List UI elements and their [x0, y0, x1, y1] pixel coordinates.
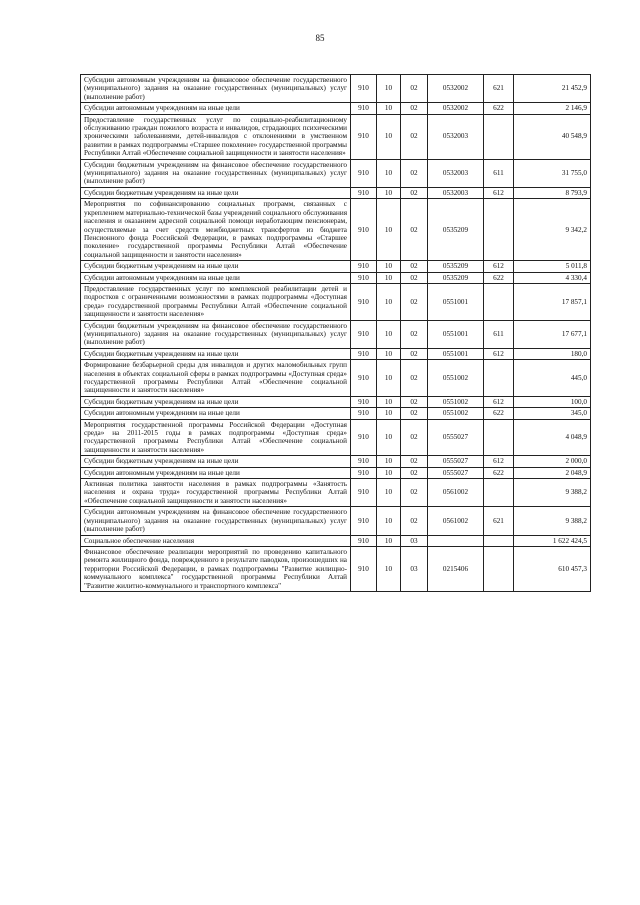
grbs-code: 910 — [351, 535, 377, 546]
subsection-code: 02 — [401, 479, 428, 507]
target-article-code: 0555027 — [428, 456, 484, 467]
subsection-code: 02 — [401, 360, 428, 397]
table-row — [81, 408, 591, 419]
grbs-code: 910 — [351, 546, 377, 591]
section-code: 10 — [377, 272, 401, 283]
amount: 9 388,2 — [514, 479, 591, 507]
amount: 17 677,1 — [514, 320, 591, 348]
budget-table-body — [81, 75, 591, 592]
grbs-code: 910 — [351, 114, 377, 159]
row-description: Субсидии автономным учреждениям на финансовое обеспечение государственного (муниципального) задания на оказание государственных (муниципальных) услуг (выполнение работ) — [81, 75, 351, 103]
subsection-code: 03 — [401, 546, 428, 591]
target-article-code: 0551002 — [428, 360, 484, 397]
subsection-code: 02 — [401, 467, 428, 478]
target-article-code: 0561002 — [428, 479, 484, 507]
table-row — [81, 535, 591, 546]
row-description: Субсидии автономным учреждениям на иные цели — [81, 467, 351, 478]
amount: 5 011,8 — [514, 261, 591, 272]
grbs-code: 910 — [351, 103, 377, 114]
expense-type-code: 612 — [484, 348, 514, 359]
target-article-code: 0532002 — [428, 103, 484, 114]
table-row — [81, 507, 591, 535]
subsection-code: 02 — [401, 507, 428, 535]
table-row — [81, 261, 591, 272]
expense-type-code — [484, 199, 514, 261]
target-article-code: 0535209 — [428, 199, 484, 261]
grbs-code: 910 — [351, 272, 377, 283]
table-row — [81, 348, 591, 359]
section-code: 10 — [377, 320, 401, 348]
subsection-code: 02 — [401, 396, 428, 407]
amount: 2 048,9 — [514, 467, 591, 478]
amount: 40 548,9 — [514, 114, 591, 159]
section-code: 10 — [377, 408, 401, 419]
section-code: 10 — [377, 348, 401, 359]
table-row — [81, 159, 591, 187]
row-description: Субсидии бюджетным учреждениям на иные цели — [81, 187, 351, 198]
subsection-code: 02 — [401, 419, 428, 456]
amount: 610 457,3 — [514, 546, 591, 591]
subsection-code: 02 — [401, 272, 428, 283]
row-description: Субсидии бюджетным учреждениям на финансовое обеспечение государственного (муниципального) задания на оказание государственных (муниципальных) услуг (выполнение работ) — [81, 320, 351, 348]
target-article-code: 0561002 — [428, 507, 484, 535]
table-row — [81, 103, 591, 114]
row-description: Мероприятия государственной программы Российской Федерации «Доступная среда» на 2011-2015 годы в рамках подпрограммы «Доступная среда» государственной программы Республики Алтай «Обеспечение социальной защищенности и занятости населения» — [81, 419, 351, 456]
expense-type-code: 612 — [484, 187, 514, 198]
row-description: Предоставление государственных услуг по комплексной реабилитации детей и подростков с ограниченными возможностями в рамках подпрограммы «Доступная среда» государственной программы Республики Алтай «Обеспечение социальной защищенности и занятости населения» — [81, 283, 351, 320]
amount: 8 793,9 — [514, 187, 591, 198]
expense-type-code: 622 — [484, 408, 514, 419]
subsection-code: 02 — [401, 348, 428, 359]
grbs-code: 910 — [351, 456, 377, 467]
target-article-code: 0551001 — [428, 348, 484, 359]
grbs-code: 910 — [351, 320, 377, 348]
subsection-code: 02 — [401, 187, 428, 198]
expense-type-code: 611 — [484, 159, 514, 187]
target-article-code — [428, 535, 484, 546]
section-code: 10 — [377, 114, 401, 159]
target-article-code: 0535209 — [428, 272, 484, 283]
expense-type-code — [484, 546, 514, 591]
subsection-code: 02 — [401, 103, 428, 114]
table-row — [81, 283, 591, 320]
section-code: 10 — [377, 283, 401, 320]
target-article-code: 0555027 — [428, 419, 484, 456]
table-row — [81, 75, 591, 103]
grbs-code: 910 — [351, 479, 377, 507]
amount: 21 452,9 — [514, 75, 591, 103]
table-row — [81, 546, 591, 591]
grbs-code: 910 — [351, 187, 377, 198]
row-description: Финансовое обеспечение реализации мероприятий по проведению капитального ремонта жилищного фонда, поврежденного в результате паводков, произошедших на территории Российской Федерации, в рамках подпрограммы "Развитие жилищно-коммунального комплекса" государственной программы Республики Алтай "Развитие жилитно-коммунального и транспортного комплекса" — [81, 546, 351, 591]
expense-type-code: 622 — [484, 103, 514, 114]
expense-type-code: 612 — [484, 396, 514, 407]
section-code: 10 — [377, 75, 401, 103]
grbs-code: 910 — [351, 408, 377, 419]
table-row — [81, 396, 591, 407]
table-row — [81, 456, 591, 467]
table-row — [81, 479, 591, 507]
amount: 31 755,0 — [514, 159, 591, 187]
section-code: 10 — [377, 507, 401, 535]
expense-type-code: 612 — [484, 456, 514, 467]
amount: 180,0 — [514, 348, 591, 359]
expense-type-code — [484, 535, 514, 546]
section-code: 10 — [377, 546, 401, 591]
expense-type-code: 622 — [484, 272, 514, 283]
target-article-code: 0532002 — [428, 75, 484, 103]
subsection-code: 02 — [401, 320, 428, 348]
subsection-code: 02 — [401, 261, 428, 272]
section-code: 10 — [377, 103, 401, 114]
table-row — [81, 272, 591, 283]
target-article-code: 0532003 — [428, 187, 484, 198]
expense-type-code: 611 — [484, 320, 514, 348]
section-code: 10 — [377, 261, 401, 272]
grbs-code: 910 — [351, 159, 377, 187]
row-description: Предоставление государственных услуг по социально-реабилитационному обслуживанию граждан пожилого возраста и инвалидов, страдающих психическими хроническими заболеваниями, детей-инвалидов с отклонениями в умственном развитии в рамках подпрограммы «Старшее поколение» государственной программы Республики Алтай «Обеспечение социальной защищенности и занятости населения» — [81, 114, 351, 159]
subsection-code: 02 — [401, 283, 428, 320]
target-article-code: 0555027 — [428, 467, 484, 478]
expense-type-code: 621 — [484, 507, 514, 535]
row-description: Субсидии бюджетным учреждениям на иные цели — [81, 396, 351, 407]
amount: 2 146,9 — [514, 103, 591, 114]
row-description: Субсидии автономным учреждениям на иные цели — [81, 272, 351, 283]
row-description: Субсидии автономным учреждениям на иные цели — [81, 103, 351, 114]
row-description: Активная политика занятости населения в рамках подпрограммы «Занятость населения и охрана труда» государственной программы Республики Алтай «Обеспечение социальной защищенности и занятости населения» — [81, 479, 351, 507]
subsection-code: 02 — [401, 114, 428, 159]
target-article-code: 0535209 — [428, 261, 484, 272]
target-article-code: 0215406 — [428, 546, 484, 591]
table-row — [81, 419, 591, 456]
row-description: Социальное обеспечение населения — [81, 535, 351, 546]
grbs-code: 910 — [351, 396, 377, 407]
table-row — [81, 320, 591, 348]
expense-type-code: 612 — [484, 261, 514, 272]
expense-type-code — [484, 419, 514, 456]
section-code: 10 — [377, 360, 401, 397]
amount: 445,0 — [514, 360, 591, 397]
section-code: 10 — [377, 535, 401, 546]
amount: 100,0 — [514, 396, 591, 407]
target-article-code: 0551002 — [428, 408, 484, 419]
row-description: Субсидии автономным учреждениям на финансовое обеспечение государственного (муниципального) задания на оказание государственных (муниципальных) услуг (выполнение работ) — [81, 507, 351, 535]
table-row — [81, 467, 591, 478]
expense-type-code — [484, 479, 514, 507]
row-description: Субсидии бюджетным учреждениям на иные цели — [81, 261, 351, 272]
table-row — [81, 187, 591, 198]
table-row — [81, 114, 591, 159]
expense-type-code — [484, 283, 514, 320]
section-code: 10 — [377, 159, 401, 187]
subsection-code: 02 — [401, 75, 428, 103]
row-description: Субсидии автономным учреждениям на иные цели — [81, 408, 351, 419]
table-row — [81, 360, 591, 397]
target-article-code: 0532003 — [428, 159, 484, 187]
amount: 1 622 424,5 — [514, 535, 591, 546]
page-number: 85 — [315, 33, 325, 43]
amount: 9 342,2 — [514, 199, 591, 261]
grbs-code: 910 — [351, 348, 377, 359]
section-code: 10 — [377, 419, 401, 456]
section-code: 10 — [377, 199, 401, 261]
target-article-code: 0551002 — [428, 396, 484, 407]
section-code: 10 — [377, 187, 401, 198]
subsection-code: 02 — [401, 408, 428, 419]
expense-type-code — [484, 360, 514, 397]
grbs-code: 910 — [351, 261, 377, 272]
grbs-code: 910 — [351, 283, 377, 320]
target-article-code: 0551001 — [428, 283, 484, 320]
subsection-code: 02 — [401, 456, 428, 467]
section-code: 10 — [377, 467, 401, 478]
grbs-code: 910 — [351, 467, 377, 478]
target-article-code: 0532003 — [428, 114, 484, 159]
subsection-code: 03 — [401, 535, 428, 546]
grbs-code: 910 — [351, 507, 377, 535]
row-description: Субсидии бюджетным учреждениям на финансовое обеспечение государственного (муниципального) задания на оказание государственных (муниципальных) услуг (выполнение работ) — [81, 159, 351, 187]
row-description: Формирование безбарьерной среды для инвалидов и других маломобильных групп населения в объектах социальной сферы в рамках подпрограммы «Доступная среда» государственной программы Республики Алтай «Обеспечение социальной защищенности и занятости населения» — [81, 360, 351, 397]
section-code: 10 — [377, 396, 401, 407]
amount: 9 388,2 — [514, 507, 591, 535]
grbs-code: 910 — [351, 419, 377, 456]
grbs-code: 910 — [351, 75, 377, 103]
section-code: 10 — [377, 456, 401, 467]
amount: 345,0 — [514, 408, 591, 419]
subsection-code: 02 — [401, 159, 428, 187]
grbs-code: 910 — [351, 360, 377, 397]
grbs-code: 910 — [351, 199, 377, 261]
amount: 17 857,1 — [514, 283, 591, 320]
expense-type-code: 622 — [484, 467, 514, 478]
expense-type-code — [484, 114, 514, 159]
subsection-code: 02 — [401, 199, 428, 261]
table-row — [81, 199, 591, 261]
amount: 4 330,4 — [514, 272, 591, 283]
section-code: 10 — [377, 479, 401, 507]
expense-type-code: 621 — [484, 75, 514, 103]
row-description: Субсидии бюджетным учреждениям на иные цели — [81, 348, 351, 359]
row-description: Мероприятия по софинансированию социальных программ, связанных с укреплением материально-технической базы учреждений социального обслуживания населения и оказанием адресной социальной помощи неработающим пенсионерам, осуществляемые за счет средств межбюджетных трансфертов из бюджета Пенсионного фонда Российской Федерации, в рамках подпрограммы «Старшее поколение» государственной программы Республики Алтай «Обеспечение социальной защищенности и занятости населения» — [81, 199, 351, 261]
amount: 2 000,0 — [514, 456, 591, 467]
row-description: Субсидии бюджетным учреждениям на иные цели — [81, 456, 351, 467]
target-article-code: 0551001 — [428, 320, 484, 348]
amount: 4 048,9 — [514, 419, 591, 456]
budget-table — [80, 74, 591, 592]
